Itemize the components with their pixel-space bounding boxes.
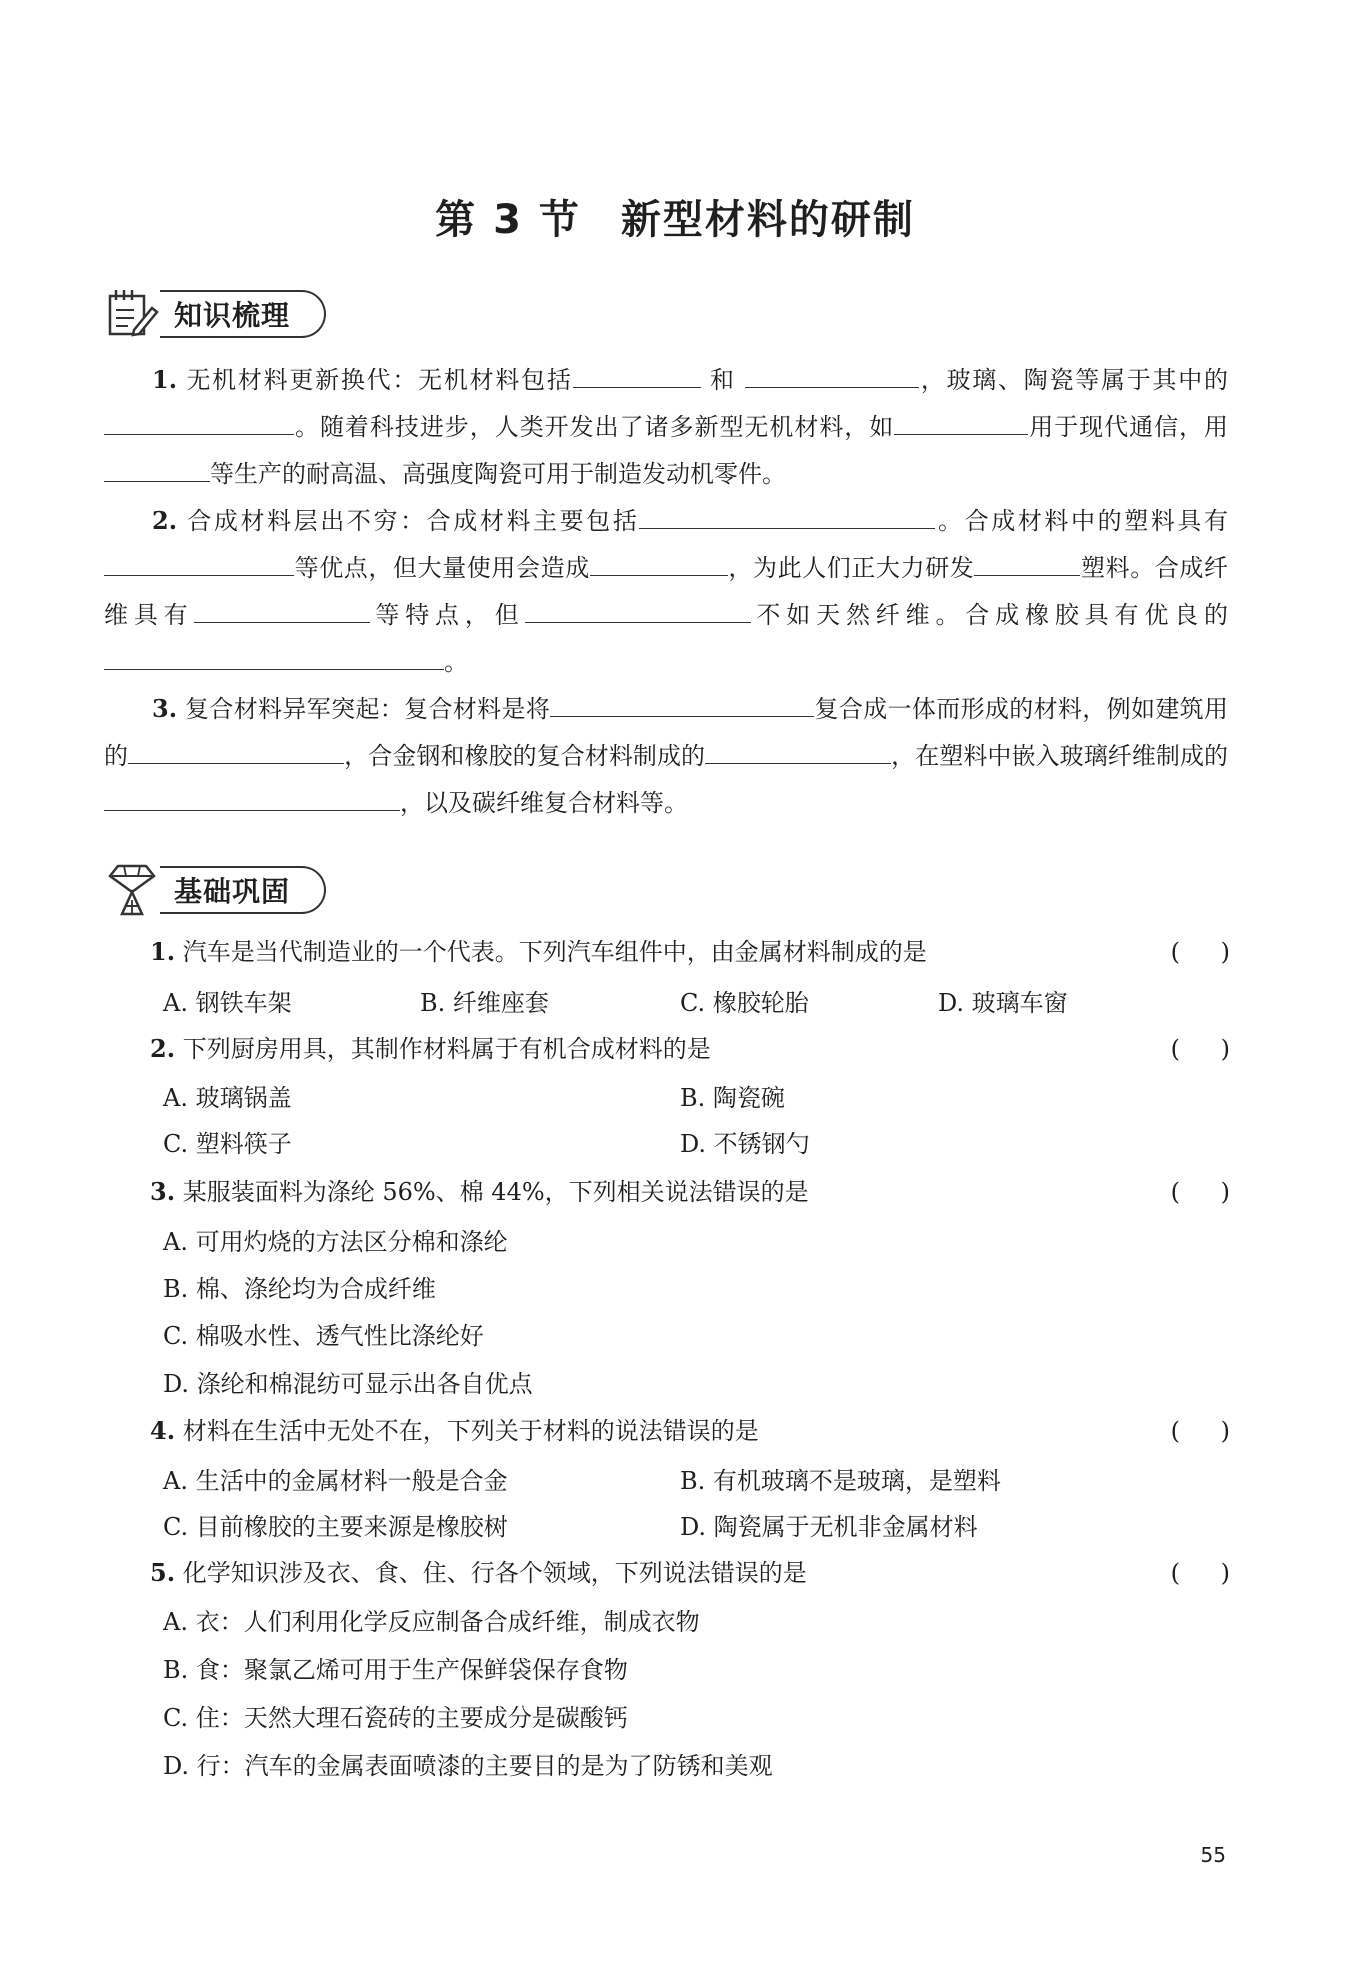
option-5b[interactable]: B. 食：聚氯乙烯可用于生产保鲜袋保存食物 [163,1656,628,1684]
option-5d[interactable]: D. 行：汽车的金属表面喷漆的主要目的是为了防锈和美观 [163,1752,773,1780]
option-2a[interactable]: A. 玻璃锅盖 [163,1084,292,1112]
option-5c[interactable]: C. 住：天然大理石瓷砖的主要成分是碳酸钙 [163,1704,628,1732]
answer-blank[interactable] [104,809,400,811]
option-1a[interactable]: A. 钢铁车架 [163,989,292,1017]
answer-blank[interactable] [573,386,701,388]
answer-blank[interactable] [974,574,1080,576]
option-1d[interactable]: D. 玻璃车窗 [938,989,1068,1017]
option-2c[interactable]: C. 塑料筷子 [163,1130,292,1158]
section-number: 第 3 节 [435,197,581,243]
basics-section-title: 基础巩固 [134,866,326,914]
answer-blank[interactable] [128,762,344,764]
question-1: 1. 汽车是当代制造业的一个代表。下列汽车组件中，由金属材料制成的是 ( ) [150,937,1230,966]
answer-blank[interactable] [104,668,444,670]
option-1b[interactable]: B. 纤维座套 [420,989,549,1017]
answer-blank[interactable] [705,762,891,764]
answer-paren[interactable]: ( ) [1170,1178,1230,1206]
section-title: 新型材料的研制 [620,197,915,243]
answer-blank[interactable] [194,621,370,623]
answer-paren[interactable]: ( ) [1170,1417,1230,1445]
answer-blank[interactable] [590,574,728,576]
option-2b[interactable]: B. 陶瓷碗 [680,1084,785,1112]
answer-blank[interactable] [104,574,294,576]
question-3: 3. 某服装面料为涤纶 56%、棉 44%，下列相关说法错误的是 ( ) [150,1177,1230,1206]
option-4d[interactable]: D. 陶瓷属于无机非金属材料 [680,1513,978,1541]
answer-blank[interactable] [745,386,919,388]
knowledge-item-2: 2. 合成材料层出不穷：合成材料主要包括 。合成材料中的塑料具有等优点，但大量使用会造成 ，为此人们正大力研发 塑料。合成纤维具有 等特点，但 不如天然纤维。合成橡胶具有优良的。 [104,506,1229,676]
diamond-pencil-icon [104,862,160,916]
notebook-pencil-icon [104,286,160,340]
option-4b[interactable]: B. 有机玻璃不是玻璃，是塑料 [680,1467,1001,1495]
answer-blank[interactable] [550,715,814,717]
option-3d[interactable]: D. 涤纶和棉混纺可显示出各自优点 [163,1370,533,1398]
answer-blank[interactable] [104,433,294,435]
answer-paren[interactable]: ( ) [1170,938,1230,966]
knowledge-section-title: 知识梳理 [134,290,326,338]
answer-blank[interactable] [894,433,1028,435]
answer-paren[interactable]: ( ) [1170,1035,1230,1063]
answer-paren[interactable]: ( ) [1170,1559,1230,1587]
knowledge-item-3: 3. 复合材料异军突起：复合材料是将 复合成一体而形成的材料，例如建筑用的 ，合金钢和橡胶的复合材料制成的 ，在塑料中嵌入玻璃纤维制成的，以及碳纤维复合材料等。 [104,694,1229,817]
question-5: 5. 化学知识涉及衣、食、住、行各个领域，下列说法错误的是 ( ) [150,1558,1230,1587]
question-4: 4. 材料在生活中无处不在，下列关于材料的说法错误的是 ( ) [150,1416,1230,1445]
question-2: 2. 下列厨房用具，其制作材料属于有机合成材料的是 ( ) [150,1034,1230,1063]
page-title [0,188,1350,245]
option-2d[interactable]: D. 不锈钢勺 [680,1130,810,1158]
option-1c[interactable]: C. 橡胶轮胎 [680,989,809,1017]
option-3a[interactable]: A. 可用灼烧的方法区分棉和涤纶 [163,1228,508,1256]
option-3b[interactable]: B. 棉、涤纶均为合成纤维 [163,1275,436,1303]
option-5a[interactable]: A. 衣：人们利用化学反应制备合成纤维，制成衣物 [163,1608,700,1636]
knowledge-item-1: 1. 无机材料更新换代：无机材料包括 和 ，玻璃、陶瓷等属于其中的。随着科技进步，人类开发出了诸多新型无机材料，如 用于现代通信，用等生产的耐高温、高强度陶瓷可用于制造发动机零件。 [104,356,1228,498]
option-4c[interactable]: C. 目前橡胶的主要来源是橡胶树 [163,1513,508,1541]
option-4a[interactable]: A. 生活中的金属材料一般是合金 [163,1467,508,1495]
page-number: 55 [1200,1843,1226,1867]
answer-blank[interactable] [104,480,210,482]
option-3c[interactable]: C. 棉吸水性、透气性比涤纶好 [163,1322,484,1350]
answer-blank[interactable] [525,621,751,623]
answer-blank[interactable] [639,527,935,529]
